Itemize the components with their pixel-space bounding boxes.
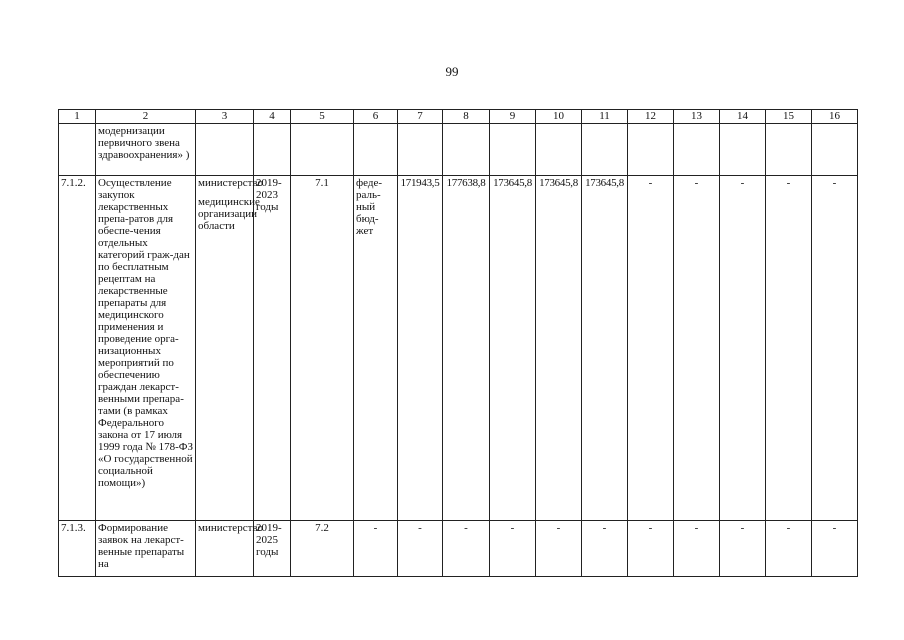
period-cell [254, 124, 291, 176]
header-cell: 1 [59, 110, 96, 124]
value-cell [812, 124, 858, 176]
header-cell: 11 [582, 110, 628, 124]
value-cell: - [628, 176, 674, 521]
program-table [58, 109, 858, 577]
period-cell: 2019-2025 годы [254, 521, 291, 577]
ref-cell: 7.2 [291, 521, 354, 577]
header-cell: 7 [398, 110, 443, 124]
value-cell: 177638,8 [443, 176, 490, 521]
value-cell: 173645,8 [536, 176, 582, 521]
value-cell: - [674, 521, 720, 577]
header-cell: 13 [674, 110, 720, 124]
executor-cell [196, 176, 264, 521]
value-cell [536, 124, 582, 176]
value-cell: - [628, 521, 674, 577]
value-cell: - [720, 521, 766, 577]
header-cell: 16 [812, 110, 858, 124]
row-id-cell [59, 124, 96, 176]
table-row [59, 176, 858, 521]
header-cell: 2 [96, 110, 196, 124]
value-cell: - [398, 521, 443, 577]
ref-cell [291, 124, 354, 176]
activity-name-cell: модернизации первичного звена здравоохранения» ) [96, 124, 196, 176]
header-cell: 15 [766, 110, 812, 124]
table-row [59, 124, 858, 176]
value-cell: 173645,8 [582, 176, 628, 521]
value-cell: - [812, 176, 858, 521]
row-id-cell: 7.1.3. [59, 521, 96, 577]
ref-cell: 7.1 [291, 176, 354, 521]
executor-cell: министерство [196, 521, 254, 577]
value-cell: 173645,8 [490, 176, 536, 521]
header-cell: 4 [254, 110, 291, 124]
header-cell: 5 [291, 110, 354, 124]
value-cell: - [674, 176, 720, 521]
activity-name-cell: Осуществление закупок лекарственных препа-ратов для обеспе-чения отдельных категорий граж-дан по бесплатным рецептам на лекарственные препараты для медицинского применения и проведение орга-низационных мероприятий по обеспечению граждан лекарст-венными препара-тами (в рамках Федерального закона от 17 июля 1999 года № 178-ФЗ «О государственной социальной помощи») [96, 176, 196, 521]
source-cell: феде-раль-ный бюд-жет [354, 176, 398, 521]
value-cell: - [582, 521, 628, 577]
value-cell: 171943,5 [398, 176, 443, 521]
header-cell: 12 [628, 110, 674, 124]
value-cell: - [766, 176, 812, 521]
header-cell: 9 [490, 110, 536, 124]
table-row [59, 521, 858, 577]
activity-name-cell: Формирование заявок на лекарст-венные препараты на [96, 521, 196, 577]
header-row [59, 110, 858, 124]
value-cell: - [812, 521, 858, 577]
source-cell: - [354, 521, 398, 577]
row-id-cell: 7.1.2. [59, 176, 96, 521]
header-cell: 3 [196, 110, 254, 124]
period-cell: 2019-2023 годы [254, 176, 291, 521]
value-cell [443, 124, 490, 176]
value-cell [582, 124, 628, 176]
value-cell: - [720, 176, 766, 521]
value-cell [398, 124, 443, 176]
source-cell [354, 124, 398, 176]
header-cell: 6 [354, 110, 398, 124]
value-cell: - [536, 521, 582, 577]
value-cell: - [443, 521, 490, 577]
header-cell: 10 [536, 110, 582, 124]
executor-text-secondary: медицинские организации области [198, 196, 260, 232]
page-number: 99 [445, 64, 459, 79]
value-cell: - [766, 521, 812, 577]
value-cell [720, 124, 766, 176]
value-cell [766, 124, 812, 176]
value-cell: - [490, 521, 536, 577]
value-cell [490, 124, 536, 176]
executor-cell [196, 124, 254, 176]
value-cell [674, 124, 720, 176]
header-cell: 14 [720, 110, 766, 124]
header-cell: 8 [443, 110, 490, 124]
executor-text: министерство [198, 177, 264, 189]
value-cell [628, 124, 674, 176]
